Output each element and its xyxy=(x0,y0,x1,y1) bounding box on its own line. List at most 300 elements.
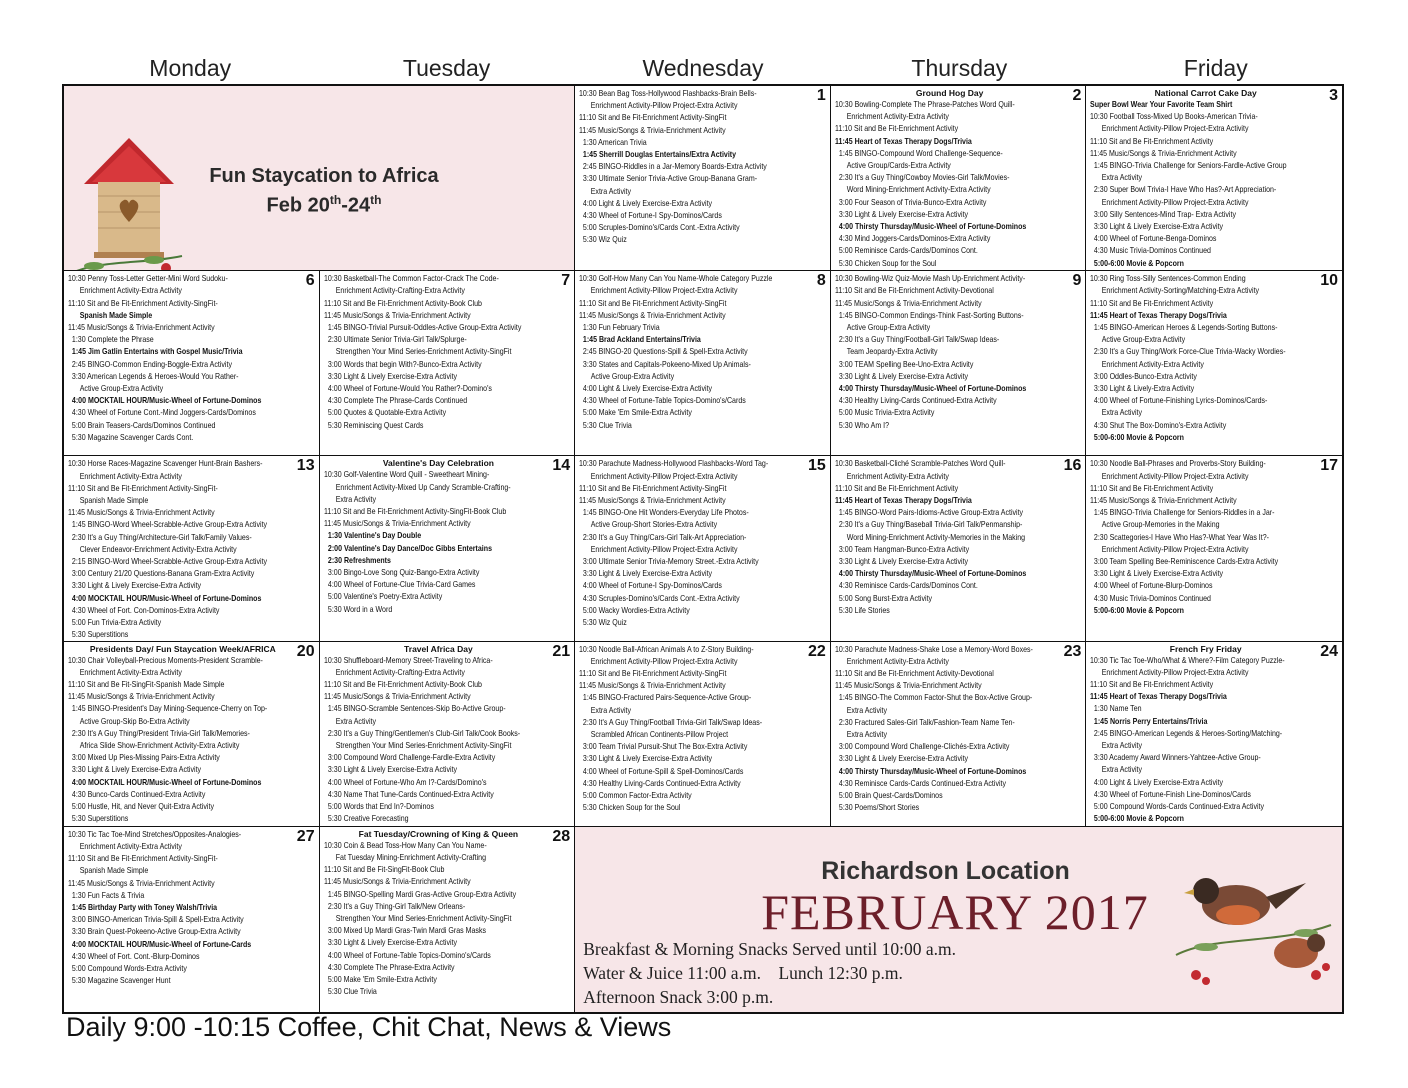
day-number: 15 xyxy=(808,457,826,475)
activity-list xyxy=(835,99,1082,270)
activity-item: 3:30 Light & Lively Exercise-Extra Activity xyxy=(579,569,713,579)
activity-item: 3:30 Light & Lively Exercise-Extra Activity xyxy=(323,371,457,381)
activity-item: 3:00 Compound Word Challenge-Fardle-Extra Activity xyxy=(323,753,495,763)
activity-item: 1:45 BINGO-Spelling Mardi Gras-Active Group-Extra Activity xyxy=(323,889,516,899)
day-number: 20 xyxy=(296,642,315,660)
activity-item: 4:30 Reminisce Cards-Cards/Dominos Cont. xyxy=(834,581,978,591)
activity-item: 3:30 Ultimate Senior Trivia-Active Group-Banana Gram- xyxy=(579,174,758,184)
activity-item: 2:30 Scattegories-I Have Who Has?-What Year Was It?- xyxy=(1090,532,1270,542)
activity-item: 4:30 Complete The Phrase-Cards Continued xyxy=(323,396,467,406)
day-header-wednesday: Wednesday xyxy=(642,55,764,81)
activity-item: 3:30 Light & Lively Exercise-Extra Activity xyxy=(834,371,968,381)
activity-list xyxy=(579,88,826,247)
activity-item: 10:30 Ring Toss-Silly Sentences-Common Ending xyxy=(1090,274,1247,284)
day-cell-9 xyxy=(831,271,1087,456)
day-cell-10 xyxy=(1086,271,1342,456)
activity-item: 3:00 Mixed Up Mardi Gras-Twin Mardi Gras Masks xyxy=(323,926,486,936)
day-number: 7 xyxy=(561,272,571,290)
activity-item: 11:45 Heart of Texas Therapy Dogs/Trivia xyxy=(834,496,972,505)
activity-list xyxy=(579,273,826,432)
activity-item: Fat Tuesday Mining-Enrichment Activity-Crafting xyxy=(323,853,486,862)
activity-item: 4:00 Light & Lively Exercise-Extra Activity xyxy=(1090,777,1224,787)
activity-item: 11:45 Music/Songs & Trivia-Enrichment Activity xyxy=(1090,148,1238,158)
activity-item: 11:10 Sit and Be Fit-Enrichment Activity-SingFit xyxy=(579,113,727,123)
day-title: Presidents Day/ Fun Staycation Week/AFRICA xyxy=(89,643,276,654)
activity-item: 11:10 Sit and Be Fit-Enrichment Activity-SingFit xyxy=(579,669,727,678)
activity-item: 5:00 Wacky Wordies-Extra Activity xyxy=(579,605,690,615)
activity-item: 11:45 Music/Songs & Trivia-Enrichment Activity xyxy=(323,519,471,529)
activity-item: 1:45 BINGO-Trivial Pursuit-Oddles-Active Group-Extra Activity xyxy=(323,323,521,332)
activity-item: 10:30 Football Toss-Mixed Up Books-American Trivia- xyxy=(1090,112,1259,122)
activity-item: 11:10 Sit and Be Fit-Enrichment Activity xyxy=(1090,680,1214,689)
activity-item: 10:30 Shuffleboard-Memory Street-Traveling to Africa- xyxy=(323,655,493,665)
activity-item: Extra Activity xyxy=(1090,765,1143,775)
day-cell-1 xyxy=(575,86,831,271)
day-number: 3 xyxy=(1329,87,1338,104)
activity-item: 3:30 Light & Lively-Extra Activity xyxy=(1090,384,1195,394)
activity-list xyxy=(68,829,315,988)
location-info-panel xyxy=(575,827,1342,1012)
activity-item: 3:30 Brain Quest-Pokeeno-Active Group-Extra Activity xyxy=(68,927,241,937)
activity-item: 5:00 Quotes & Quotable-Extra Activity xyxy=(323,408,446,418)
activity-item: 4:30 Wheel of Fortune-Table Topics-Domino's/Cards xyxy=(579,396,746,406)
activity-item: 10:30 Golf-How Many Can You Name-Whole Category Puzzle xyxy=(579,274,773,284)
activity-item: 11:10 Sit and Be Fit-Enrichment Activity-SingFit- xyxy=(68,298,218,308)
activity-item: 11:45 Music/Songs & Trivia-Enrichment Activity xyxy=(68,508,215,518)
activity-item: 4:00 Wheel of Fortune-I Spy-Dominos/Cards xyxy=(579,581,723,591)
day-title: National Carrot Cake Day xyxy=(1154,88,1257,98)
activity-item: 10:30 Horse Races-Magazine Scavenger Hunt-Brain Bashers- xyxy=(68,459,263,469)
day-header-monday: Monday xyxy=(149,55,232,81)
activity-item: Extra Activity xyxy=(1090,408,1143,418)
meal-line-3: Afternoon Snack 3:00 p.m. xyxy=(583,986,774,1007)
activity-item: 3:00 Compound Word Challenge-Clichés-Extra Activity xyxy=(834,742,1010,752)
activity-item: 5:30 Word in a Word xyxy=(323,604,392,614)
activity-item: 1:30 Fun Facts & Trivia xyxy=(68,890,145,900)
activity-item: Enrichment Activity-Pillow Project-Extra Activity xyxy=(579,471,738,481)
staycation-title xyxy=(194,164,454,218)
meal-line-1: Breakfast & Morning Snacks Served until 10:00 a.m. xyxy=(583,938,956,959)
day-number: 17 xyxy=(1320,457,1338,475)
activity-item: 2:45 BINGO-Common Ending-Boggle-Extra Activity xyxy=(68,359,232,369)
day-cell-20 xyxy=(64,642,320,827)
activity-item: Enrichment Activity-Extra Activity xyxy=(68,471,182,481)
calendar-grid xyxy=(62,84,1344,1014)
activity-item: 3:00 Century 21/20 Questions-Banana Gram-Extra Activity xyxy=(68,569,255,579)
activity-item: 2:30 It's A Guy Thing/Football Trivia-Girl Talk/Swap Ideas- xyxy=(579,717,763,727)
birdhouse-icon xyxy=(74,132,184,271)
activity-item: 11:45 Music/Songs & Trivia-Enrichment Activity xyxy=(579,310,726,320)
activity-item: 5:00 Common Factor-Extra Activity xyxy=(579,791,692,801)
activity-item: Extra Activity xyxy=(323,716,376,726)
activity-item: 11:10 Sit and Be Fit-Enrichment Activity xyxy=(1090,298,1214,308)
activity-item: 2:30 It's a Guy Thing/Cars-Girl Talk-Art Appreciation- xyxy=(579,532,747,542)
activity-item: 2:30 It's a Guy Thing/Architecture-Girl Talk/Family Values- xyxy=(68,532,252,542)
activity-item: 1:45 Sherrill Douglas Entertains/Extra Activity xyxy=(579,150,737,160)
activity-item: Enrichment Activity-Pillow Project-Extra Activity xyxy=(1090,471,1249,481)
activity-item: 5:00-6:00 Movie & Popcorn xyxy=(1090,814,1185,824)
activity-item: 1:30 Valentine's Day Double xyxy=(323,531,421,541)
activity-item: 1:45 BINGO-Word Wheel-Scrabble-Active Group-Extra Activity xyxy=(68,520,268,530)
location-title: Richardson Location xyxy=(821,856,1070,885)
daily-coffee-note: Daily 9:00 -10:15 Coffee, Chit Chat, News & Views xyxy=(66,1012,672,1042)
activity-item: 3:30 Academy Award Winners-Yahtzee-Active Group- xyxy=(1090,753,1262,763)
activity-list xyxy=(1090,458,1338,617)
activity-item: Active Group-Extra Activity xyxy=(834,323,930,332)
day-cell-24 xyxy=(1086,642,1342,827)
activity-item: 10:30 Noodle Ball-African Animals A to Z-Story Building- xyxy=(579,644,754,654)
activity-item: 4:00 Wheel of Fortune-Finishing Lyrics-Dominos/Cards- xyxy=(1090,396,1268,406)
activity-item: 4:30 Wheel of Fortune-I Spy-Dominos/Cards xyxy=(579,211,723,221)
activity-item: 2:45 BINGO-20 Questions-Spill & Spell-Extra Activity xyxy=(579,347,748,357)
day-cell-15 xyxy=(575,456,831,641)
activity-list xyxy=(68,458,315,641)
activity-item: Enrichment Activity-Mixed Up Candy Scramble-Crafting- xyxy=(323,482,511,492)
activity-item: Active Group/Cards-Extra Activity xyxy=(834,161,951,171)
activity-item: 2:30 Fractured Sales-Girl Talk/Fashion-Team Name Ten- xyxy=(834,717,1015,727)
day-number: 21 xyxy=(552,642,571,660)
activity-item: 10:30 Penny Toss-Letter Getter-Mini Word Sudoku- xyxy=(68,274,228,284)
day-number: 28 xyxy=(552,827,571,845)
activity-item: 3:30 Light & Lively Exercise-Extra Activity xyxy=(834,209,968,219)
activity-item: 11:45 Music/Songs & Trivia-Enrichment Activity xyxy=(579,125,726,135)
activity-item: 3:00 Four Season of Trivia-Bunco-Extra Activity xyxy=(834,197,987,207)
activity-item: 5:00 Song Burst-Extra Activity xyxy=(834,593,932,603)
activity-item: 3:00 Team Trivial Pursuit-Shut The Box-Extra Activity xyxy=(579,742,748,752)
activity-item: 1:45 Brad Ackland Entertains/Trivia xyxy=(579,335,702,345)
activity-item: Active Group-Extra Activity xyxy=(579,371,675,381)
activity-item: 10:30 Chair Volleyball-Precious Moments-President Scramble- xyxy=(68,655,263,665)
activity-item: 4:00 Thirsty Thursday/Music-Wheel of Fortune-Dominos xyxy=(834,766,1027,776)
activity-item: 1:30 Complete the Phrase xyxy=(68,335,154,345)
day-number: 13 xyxy=(296,457,315,475)
activity-item: 3:30 Light & Lively Exercise-Extra Activity xyxy=(1090,569,1224,579)
activity-item: 3:00 Ultimate Senior Trivia-Memory Street.-Extra Activity xyxy=(579,557,759,567)
activity-item: 10:30 Bean Bag Toss-Hollywood Flashbacks-Brain Bells- xyxy=(579,89,757,98)
day-header-tuesday: Tuesday xyxy=(402,55,491,81)
activity-item: 3:30 States and Capitals-Pokeeno-Mixed Up Animals- xyxy=(579,359,752,369)
activity-item: Enrichment Activity-Sorting/Matching-Extra Activity xyxy=(1090,286,1260,296)
activity-item: 10:30 Parachute Madness-Hollywood Flashbacks-Word Tag- xyxy=(579,459,769,469)
activity-item: Extra Activity xyxy=(579,705,632,715)
activity-item: 10:30 Coin & Bead Toss-How Many Can You Name- xyxy=(323,840,487,850)
activity-item: 4:30 Bunco-Cards Continued-Extra Activity xyxy=(68,789,206,799)
day-cell-17 xyxy=(1086,456,1342,641)
activity-item: 2:30 It's a Guy Thing/Football-Girl Talk/Swap Ideas- xyxy=(834,335,1000,345)
activity-item: 1:45 BINGO-American Heroes & Legends-Sorting Buttons- xyxy=(1090,323,1278,332)
activity-item: 5:00 Words that End In?-Dominos xyxy=(323,802,434,812)
activity-item: 3:30 Light & Lively Exercise-Extra Activity xyxy=(68,765,202,775)
activity-item: 5:00-6:00 Movie & Popcorn xyxy=(1090,432,1185,442)
day-header-friday: Friday xyxy=(1183,55,1248,81)
day-number: 24 xyxy=(1320,642,1338,660)
activity-item: 4:00 Wheel of Fortune-Clue Trivia-Card Games xyxy=(323,580,476,590)
activity-item: 11:10 Sit and Be Fit-Enrichment Activity-Book Club xyxy=(323,298,482,308)
activity-item: Active Group-Short Stories-Extra Activity xyxy=(579,520,718,530)
activity-item: 10:30 Parachute Madness-Shake Lose a Memory-Word Boxes- xyxy=(834,644,1033,654)
activity-item: 3:00 Words that begin With?-Bunco-Extra Activity xyxy=(323,359,482,369)
activity-item: 4:30 Wheel of Fortune-Finish Line-Dominos/Cards xyxy=(1090,789,1252,799)
activity-item: 11:45 Music/Songs & Trivia-Enrichment Activity xyxy=(323,877,471,887)
activity-item: 1:45 BINGO-One Hit Wonders-Everyday Life Photos- xyxy=(579,508,749,518)
activity-item: 5:00 Fun Trivia-Extra Activity xyxy=(68,618,162,628)
activity-item: 4:00 MOCKTAIL HOUR/Music-Wheel of Fortune-Dominos xyxy=(68,593,262,603)
day-cell-2 xyxy=(831,86,1087,271)
activity-item: 4:00 MOCKTAIL HOUR/Music-Wheel of Fortune-Dominos xyxy=(68,396,262,406)
activity-item: 11:45 Music/Songs & Trivia-Enrichment Activity xyxy=(323,310,471,320)
activity-item: Enrichment Activity-Pillow Project-Extra Activity xyxy=(579,101,738,111)
activity-item: 4:30 Healthy Living-Cards Continued-Extra Activity xyxy=(579,778,741,788)
day-title: Ground Hog Day xyxy=(915,88,984,98)
activity-item: 5:00 Valentine's Poetry-Extra Activity xyxy=(323,592,442,602)
day-number: 16 xyxy=(1063,457,1082,475)
activity-list xyxy=(835,458,1082,617)
activity-item: 1:45 BINGO-Scramble Sentences-Skip Bo-Active Group- xyxy=(323,704,506,714)
activity-item: Strengthen Your Mind Series-Enrichment Activity-SingFit xyxy=(323,741,512,751)
activity-item: 4:30 Reminisce Cards-Cards Continued-Extra Activity xyxy=(834,778,1006,788)
activity-item: Enrichment Activity-Pillow Project-Extra Activity xyxy=(579,656,738,666)
staycation-banner xyxy=(64,86,575,271)
day-cell-7 xyxy=(320,271,576,456)
activity-item: 5:00 Brain Teasers-Cards/Dominos Continued xyxy=(68,420,216,430)
activity-item: 11:45 Music/Songs & Trivia-Enrichment Activity xyxy=(579,681,726,691)
activity-item: Active Group-Extra Activity xyxy=(68,384,164,394)
activity-item: 1:30 American Trivia xyxy=(579,137,647,147)
activity-item: 2:30 Refreshments xyxy=(323,555,391,565)
activity-item: 4:00 MOCKTAIL HOUR/Music-Wheel of Fortune-Dominos xyxy=(68,777,262,787)
activity-item: 1:30 Name Ten xyxy=(1090,704,1142,714)
activity-item: 1:45 BINGO-The Common Factor-Shut the Box-Active Group- xyxy=(834,693,1033,703)
activity-item: 4:00 Wheel of Fortune-Spill & Spell-Dominos/Cards xyxy=(579,766,744,776)
activity-item: 3:30 Light & Lively Exercise-Extra Activity xyxy=(1090,222,1224,232)
activity-item: 1:45 Birthday Party with Toney Walsh/Trivia xyxy=(68,903,218,913)
activity-list xyxy=(68,655,315,826)
activity-item: Enrichment Activity-Crafting-Extra Activity xyxy=(323,286,465,296)
day-number: 6 xyxy=(305,272,315,290)
activity-item: 2:30 It's a Guy Thing-Girl Talk/New Orleans- xyxy=(323,901,465,911)
activity-item: 11:10 Sit and Be Fit-Enrichment Activity-Devotional xyxy=(834,286,994,296)
activity-item: 1:45 Norris Perry Entertains/Trivia xyxy=(1090,716,1208,726)
activity-item: 3:00 Team Hangman-Bunco-Extra Activity xyxy=(834,544,969,554)
activity-item: 3:30 Light & Lively Exercise-Extra Activity xyxy=(834,557,968,567)
activity-item: 5:00 Scruples-Domino's/Cards Cont.-Extra Activity xyxy=(579,223,740,233)
activity-list xyxy=(1090,655,1338,826)
day-number: 10 xyxy=(1320,272,1338,290)
day-number: 23 xyxy=(1063,642,1082,660)
activity-item: 5:30 Reminiscing Quest Cards xyxy=(323,420,424,430)
activity-item: Extra Activity xyxy=(834,730,887,740)
activity-item: 1:30 Fun February Trivia xyxy=(579,323,660,332)
meal-schedule xyxy=(583,937,956,1009)
activity-item: 4:00 Thirsty Thursday/Music-Wheel of Fortune-Dominos xyxy=(834,384,1027,394)
activity-item: 3:00 Bingo-Love Song Quiz-Bango-Extra Activity xyxy=(323,568,479,578)
activity-item: Extra Activity xyxy=(323,494,376,504)
activity-list xyxy=(1090,99,1338,270)
activity-item: Enrichment Activity-Extra Activity xyxy=(68,667,182,677)
activity-item: Africa Slide Show-Enrichment Activity-Extra Activity xyxy=(68,741,240,751)
staycation-dates: Feb 20th-24th xyxy=(266,193,382,217)
activity-item: 1:45 BINGO-Word Pairs-Idioms-Active Group-Extra Activity xyxy=(834,508,1023,518)
activity-item: Active Group-Skip Bo-Extra Activity xyxy=(68,716,190,726)
activity-item: 1:45 Jim Gatlin Entertains with Gospel Music/Trivia xyxy=(68,347,243,357)
activity-list xyxy=(835,273,1082,432)
day-cell-3 xyxy=(1086,86,1342,271)
activity-item: 4:00 Wheel of Fortune-Blurp-Dominos xyxy=(1090,581,1213,591)
activity-item: 4:00 Light & Lively Exercise-Extra Activity xyxy=(579,198,713,208)
activity-item: 11:10 Sit and Be Fit-Enrichment Activity-SingFit xyxy=(579,483,727,493)
activity-item: Extra Activity xyxy=(834,705,887,715)
activity-list xyxy=(68,273,315,444)
day-cell-22 xyxy=(575,642,831,827)
day-number: 9 xyxy=(1072,272,1082,290)
activity-item: Enrichment Activity-Pillow Project-Extra Activity xyxy=(1090,544,1249,554)
activity-item: Strengthen Your Mind Series-Enrichment Activity-SingFit xyxy=(323,347,512,357)
staycation-line1: Fun Staycation to Africa xyxy=(209,165,439,187)
activity-item: 3:30 American Legends & Heroes-Would You Rather- xyxy=(68,371,239,381)
activity-item: 5:00 Music Trivia-Extra Activity xyxy=(834,408,935,418)
activity-item: 11:45 Music/Songs & Trivia-Enrichment Activity xyxy=(68,878,215,888)
activity-item: 3:30 Light & Lively Exercise-Extra Activity xyxy=(68,581,202,591)
activity-item: Word Mining-Enrichment Activity-Extra Activity xyxy=(834,185,991,195)
activity-item: 5:30 Wiz Quiz xyxy=(579,618,627,628)
activity-item: 5:00 Hustle, Hit, and Never Quit-Extra Activity xyxy=(68,802,214,812)
activity-item: 11:45 Music/Songs & Trivia-Enrichment Activity xyxy=(579,496,726,505)
activity-item: 2:30 Ultimate Senior Trivia-Girl Talk/Splurge- xyxy=(323,335,467,345)
day-title: Fat Tuesday/Crowning of King & Queen xyxy=(358,828,519,839)
activity-item: Enrichment Activity-Pillow Project-Extra Activity xyxy=(1090,124,1249,134)
activity-item: 5:00-6:00 Movie & Popcorn xyxy=(1090,258,1185,268)
activity-item: 1:45 BINGO-Trivia Challenge for Seniors-Riddles in a Jar- xyxy=(1090,508,1275,518)
activity-item: 11:10 Sit and Be Fit-Enrichment Activity xyxy=(834,483,958,493)
activity-item: Enrichment Activity-Pillow Project-Extra Activity xyxy=(579,544,738,554)
activity-item: 5:30 Superstitions xyxy=(68,630,129,640)
activity-item: 5:30 Clue Trivia xyxy=(579,420,633,430)
activity-item: 4:30 Music Trivia-Dominos Continued xyxy=(1090,246,1212,256)
activity-item: 11:10 Sit and Be Fit-Enrichment Activity-SingFit-Book Club xyxy=(323,507,506,516)
activity-item: 2:30 Super Bowl Trivia-I Have Who Has?-Art Appreciation- xyxy=(1090,185,1277,195)
activity-item: 4:30 Wheel of Fort. Cont.-Blurp-Dominos xyxy=(68,951,200,961)
activity-item: 11:45 Heart of Texas Therapy Dogs/Trivia xyxy=(1090,692,1228,702)
activity-item: 5:00 Compound Words-Extra Activity xyxy=(68,964,187,974)
activity-item: 10:30 Noodle Ball-Phrases and Proverbs-Story Building- xyxy=(1090,459,1267,469)
activity-item: Enrichment Activity-Pillow Project-Extra Activity xyxy=(1090,667,1249,677)
activity-item: 11:10 Sit and Be Fit-Enrichment Activity xyxy=(1090,483,1214,493)
day-cell-23 xyxy=(831,642,1087,827)
day-cell-27 xyxy=(64,827,320,1012)
activity-item: 11:10 Sit and Be Fit-Enrichment Activity xyxy=(834,124,958,134)
activity-item: 4:30 Wheel of Fortune Cont.-Mind Joggers-Cards/Dominos xyxy=(68,408,256,418)
activity-item: 4:00 Thirsty Thursday/Music-Wheel of Fortune-Dominos xyxy=(834,222,1027,232)
activity-item: Enrichment Activity-Extra Activity xyxy=(1090,359,1205,369)
activity-item: 10:30 Bowling-Complete The Phrase-Patches Word Quill- xyxy=(834,100,1015,109)
activity-item: 4:30 Complete The Phrase-Extra Activity xyxy=(323,962,455,972)
activity-item: 5:30 Creative Forecasting xyxy=(323,814,409,824)
activity-item: Spanish Made Simple xyxy=(68,310,153,320)
activity-item: 3:30 Light & Lively Exercise-Extra Activity xyxy=(323,765,457,775)
activity-item: 3:30 Light & Lively Exercise-Extra Activity xyxy=(834,754,968,764)
activity-item: Enrichment Activity-Extra Activity xyxy=(834,471,949,481)
activity-item: Enrichment Activity-Extra Activity xyxy=(834,656,949,666)
day-cell-21 xyxy=(320,642,576,827)
activity-item: Extra Activity xyxy=(579,186,632,196)
activity-item: 10:30 Bowling-Wiz Quiz-Movie Mash Up-Enrichment Activity- xyxy=(834,274,1025,284)
activity-item: 10:30 Tic Tac Toe-Who/What & Where?-Film Category Puzzle- xyxy=(1090,655,1286,665)
activity-list xyxy=(579,644,826,815)
day-number: 1 xyxy=(816,87,826,104)
activity-item: 11:10 Sit and Be Fit-Enrichment Activity-SingFit- xyxy=(68,483,218,493)
birds-icon xyxy=(1166,835,1336,995)
day-title: French Fry Friday xyxy=(1169,643,1242,654)
activity-item: 1:45 BINGO-Fractured Pairs-Sequence-Active Group- xyxy=(579,693,752,703)
activity-item: 2:30 It's a Guy Thing/Cowboy Movies-Girl Talk/Movies- xyxy=(834,173,1010,183)
activity-item: 2:30 It's A Guy Thing/President Trivia-Girl Talk/Memories- xyxy=(68,728,250,738)
activity-item: 4:30 Mind Joggers-Cards/Dominos-Extra Activity xyxy=(834,234,991,244)
activity-item: Team Jeopardy-Extra Activity xyxy=(834,347,938,357)
day-cell-6 xyxy=(64,271,320,456)
activity-item: 11:45 Music/Songs & Trivia-Enrichment Activity xyxy=(1090,496,1238,505)
day-cell-8 xyxy=(575,271,831,456)
activity-item: 3:30 Light & Lively Exercise-Extra Activity xyxy=(579,754,713,764)
activity-item: 1:45 BINGO-Common Endings-Think Fast-Sorting Buttons- xyxy=(834,310,1024,320)
activity-item: 4:00 Thirsty Thursday/Music-Wheel of Fortune-Dominos xyxy=(834,569,1027,579)
day-headers xyxy=(62,52,1344,84)
activity-item: 11:45 Heart of Texas Therapy Dogs/Trivia xyxy=(1090,310,1228,320)
activity-item: 2:30 It's a Guy Thing/Baseball Trivia-Girl Talk/Penmanship- xyxy=(834,520,1023,530)
month-title: FEBRUARY 2017 xyxy=(761,883,1149,940)
day-title: Travel Africa Day xyxy=(404,643,473,654)
activity-item: 3:00 Mixed Up Pies-Missing Pairs-Extra Activity xyxy=(68,753,220,763)
activity-item: Clever Endeavor-Enrichment Activity-Extra Activity xyxy=(68,544,237,554)
activity-item: 11:10 Sit and Be Fit-SingFit-Book Club xyxy=(323,865,445,875)
activity-item: 11:45 Heart of Texas Therapy Dogs/Trivia xyxy=(834,136,972,146)
activity-item: Extra Activity xyxy=(1090,173,1143,183)
activity-item: 1:45 BINGO-Trivia Challenge for Seniors-Fardle-Active Group xyxy=(1090,161,1287,171)
activity-item: 11:10 Sit and Be Fit-Enrichment Activity-SingFit- xyxy=(68,854,218,864)
meal-line-2: Water & Juice 11:00 a.m. Lunch 12:30 p.m. xyxy=(583,962,903,983)
activity-item: 4:30 Music Trivia-Dominos Continued xyxy=(1090,593,1212,603)
activity-item: Scrambled African Continents-Pillow Project xyxy=(579,730,729,740)
activity-item: 11:10 Sit and Be Fit-Enrichment Activity-Devotional xyxy=(834,669,994,678)
activity-item: 2:30 It's a Guy Thing/Work Force-Clue Trivia-Wacky Wordies- xyxy=(1090,347,1286,357)
activity-item: 5:30 Clue Trivia xyxy=(323,987,377,997)
activity-item: Enrichment Activity-Pillow Project-Extra Activity xyxy=(579,286,738,296)
activity-item: 5:00 Brain Quest-Cards/Dominos xyxy=(834,791,943,801)
activity-item: 10:30 Basketball-The Common Factor-Crack The Code- xyxy=(323,274,499,284)
activity-item: 11:45 Music/Songs & Trivia-Enrichment Activity xyxy=(834,298,982,308)
activity-item: Spanish Made Simple xyxy=(68,866,149,876)
activity-item: 4:30 Healthy Living-Cards Continued-Extra Activity xyxy=(834,396,997,406)
activity-item: 11:45 Music/Songs & Trivia-Enrichment Activity xyxy=(68,692,215,702)
activity-item: 11:10 Sit and Be Fit-Enrichment Activity-Book Club xyxy=(323,680,482,689)
day-header-thursday: Thursday xyxy=(911,55,1008,81)
activity-item: 3:00 TEAM Spelling Bee-Uno-Extra Activity xyxy=(834,359,974,369)
activity-item: 2:45 BINGO-American Legends & Heroes-Sorting/Matching- xyxy=(1090,728,1283,738)
day-number: 2 xyxy=(1072,87,1082,104)
day-cell-28 xyxy=(320,827,576,1012)
activity-item: 4:30 Shut The Box-Domino's-Extra Activity xyxy=(1090,420,1227,430)
activity-item: 11:10 Sit and Be Fit-Enrichment Activity xyxy=(1090,136,1214,146)
activity-item: 3:00 Team Spelling Bee-Reminiscence Cards-Extra Activity xyxy=(1090,557,1279,567)
activity-item: 3:00 BINGO-American Trivia-Spill & Spell-Extra Activity xyxy=(68,915,244,925)
activity-item: 2:45 BINGO-Riddles in a Jar-Memory Boards-Extra Activity xyxy=(579,162,768,172)
activity-item: 11:10 Sit and Be Fit-Enrichment Activity-SingFit xyxy=(579,298,727,308)
activity-item: 10:30 Golf-Valentine Word Quill - Sweetheart Mining- xyxy=(323,470,489,480)
activity-item: Extra Activity xyxy=(1090,741,1143,751)
activity-item: 5:30 Magazine Scavenger Hunt xyxy=(68,976,171,986)
activity-list xyxy=(324,273,571,432)
activity-item: 4:00 Wheel of Fortune-Who Am I?-Cards/Domino's xyxy=(323,777,487,787)
activity-item: Enrichment Activity-Crafting-Extra Activity xyxy=(323,667,465,677)
